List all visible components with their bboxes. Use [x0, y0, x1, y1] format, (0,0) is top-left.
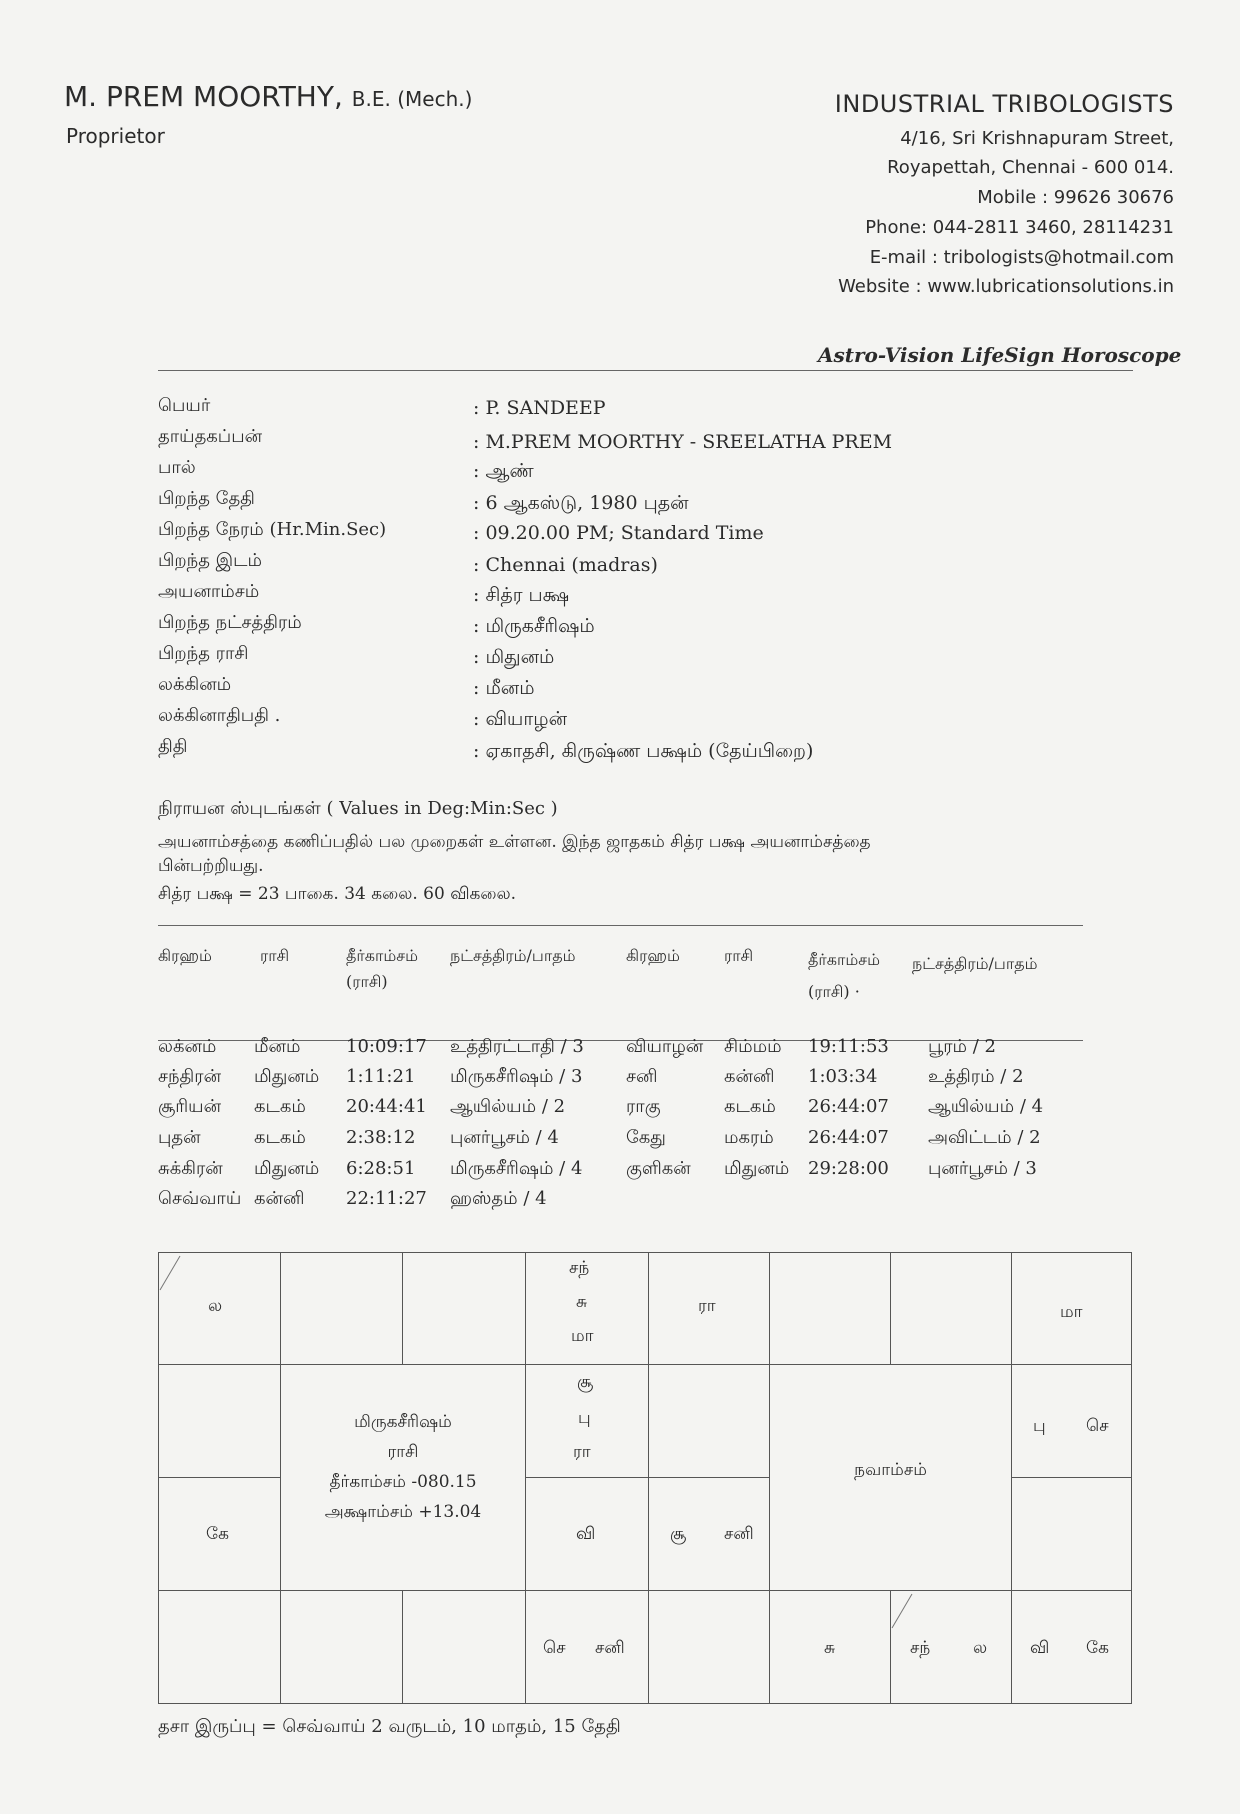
- detail-value: : ஆண்: [473, 460, 534, 482]
- rasi-planet: ல: [208, 1296, 223, 1316]
- rasi-planet: வி: [576, 1524, 596, 1544]
- detail-value: : 6 ஆகஸ்டு, 1980 புதன்: [473, 492, 689, 514]
- detail-label: திதி: [158, 736, 188, 757]
- mobile-number: Mobile : 99626 30676: [977, 187, 1174, 208]
- navamsa-planet: வி: [1030, 1638, 1050, 1658]
- values-heading: நிராயன ஸ்புடங்கள் ( Values in Deg:Min:Sec ): [158, 798, 558, 819]
- corner-mark-icon: [890, 1590, 930, 1630]
- rasi-cell: [158, 1364, 281, 1478]
- detail-label: பெயர்: [158, 395, 211, 416]
- navamsa-cell: [890, 1252, 1012, 1365]
- planet-cell: ஆயில்யம் / 2: [450, 1096, 566, 1117]
- rasi-planet: சந்: [569, 1258, 590, 1278]
- planet-cell: மகரம்: [724, 1127, 774, 1148]
- navamsa-planet: பு: [1033, 1416, 1046, 1436]
- rasi-planet: கே: [206, 1524, 229, 1544]
- col-header: நட்சத்திரம்/பாதம்: [450, 946, 576, 965]
- address-line-2: Royapettah, Chennai - 600 014.: [887, 157, 1174, 178]
- rasi-planet: சு: [576, 1292, 588, 1312]
- detail-value: : மிருகசீரிஷம்: [473, 615, 595, 637]
- website-address: Website : www.lubricationsolutions.in: [838, 276, 1174, 297]
- col-header: ராசி: [724, 946, 754, 965]
- rasi-planet: சனி: [595, 1638, 625, 1658]
- company-name: INDUSTRIAL TRIBOLOGISTS: [834, 90, 1174, 118]
- planet-cell: மிதுனம்: [724, 1158, 790, 1179]
- planet-cell: சுக்கிரன்: [158, 1158, 223, 1179]
- planet-cell: கடகம்: [254, 1127, 306, 1148]
- corner-mark-icon: [158, 1252, 198, 1292]
- rasi-longitude: தீர்காம்சம் -080.15: [329, 1472, 477, 1492]
- detail-value: : மீனம்: [473, 677, 535, 699]
- dasa-balance: தசா இருப்பு = செவ்வாய் 2 வருடம், 10 மாதம், 15 தேதி: [158, 1716, 621, 1737]
- col-header: நட்சத்திரம்/பாதம்: [912, 954, 1038, 973]
- horoscope-title: Astro-Vision LifeSign Horoscope: [818, 343, 1182, 367]
- planet-cell: புனர்பூசம் / 3: [928, 1158, 1037, 1179]
- detail-label: பிறந்த ராசி: [158, 643, 249, 664]
- rasi-cell: [280, 1252, 403, 1365]
- phone-number: Phone: 044-2811 3460, 28114231: [865, 217, 1174, 238]
- proprietor-title: Proprietor: [66, 124, 165, 148]
- rasi-latitude: அக்ஷாம்சம் +13.04: [324, 1502, 482, 1522]
- planet-cell: உத்திரம் / 2: [928, 1066, 1024, 1087]
- planet-cell: ஆயில்யம் / 4: [928, 1096, 1044, 1117]
- proprietor-name: M. PREM MOORTHY, B.E. (Mech.): [64, 80, 473, 113]
- ayanamsa-paragraph-cont: பின்பற்றியது.: [158, 856, 264, 876]
- col-header: கிரஹம்: [626, 946, 680, 965]
- planet-cell: மிதுனம்: [254, 1066, 320, 1087]
- planet-cell: 26:44:07: [808, 1096, 889, 1117]
- navamsa-cell: [769, 1252, 891, 1365]
- planet-cell: சனி: [626, 1066, 658, 1087]
- planet-cell: மிருகசீரிஷம் / 3: [450, 1066, 583, 1087]
- detail-label: பிறந்த தேதி: [158, 488, 255, 509]
- planet-cell: கேது: [626, 1127, 666, 1148]
- detail-label: பிறந்த இடம்: [158, 550, 262, 571]
- navamsa-cell: [1011, 1364, 1132, 1478]
- rasi-label: ராசி: [387, 1442, 419, 1462]
- planet-cell: புனர்பூசம் / 4: [450, 1127, 559, 1148]
- detail-value: : வியாழன்: [473, 708, 567, 730]
- rasi-planet: சூ: [577, 1372, 594, 1392]
- navamsa-chart: [648, 1252, 1132, 1704]
- navamsa-planet: சு: [824, 1638, 836, 1658]
- rasi-planet: ரா: [573, 1442, 591, 1462]
- detail-value: : ஏகாதசி, கிருஷ்ண பக்ஷம் (தேய்பிறை): [473, 740, 814, 762]
- detail-label: லக்கினாதிபதி .: [158, 705, 281, 726]
- navamsa-planet: கே: [1086, 1638, 1109, 1658]
- planet-cell: மிதுனம்: [254, 1158, 320, 1179]
- planet-cell: கடகம்: [254, 1096, 306, 1117]
- navamsa-planet: செ: [1086, 1416, 1109, 1436]
- detail-label: பிறந்த நட்சத்திரம்: [158, 612, 302, 633]
- col-header: தீர்காம்சம்: [346, 946, 418, 965]
- detail-value: : P. SANDEEP: [473, 397, 606, 419]
- col-header: கிரஹம்: [158, 946, 212, 965]
- planet-cell: மிருகசீரிஷம் / 4: [450, 1158, 583, 1179]
- col-header: தீர்காம்சம்: [808, 950, 880, 969]
- planet-cell: 1:11:21: [346, 1066, 416, 1087]
- planet-cell: சூரியன்: [158, 1096, 222, 1117]
- navamsa-cell: [648, 1364, 770, 1478]
- navamsa-planet: மா: [1060, 1302, 1083, 1322]
- rasi-star: மிருகசீரிஷம்: [354, 1412, 452, 1432]
- planet-cell: லக்னம்: [158, 1036, 217, 1057]
- table-top-rule: [158, 925, 1083, 926]
- detail-label: பால்: [158, 457, 196, 478]
- planet-cell: 19:11:53: [808, 1036, 889, 1057]
- rasi-planet: மா: [571, 1326, 594, 1346]
- planet-cell: மீனம்: [254, 1036, 301, 1057]
- ayanamsa-value: சித்ர பக்ஷ = 23 பாகை. 34 கலை. 60 விகலை.: [158, 884, 517, 904]
- planet-cell: 29:28:00: [808, 1158, 889, 1179]
- detail-value: : சித்ர பக்ஷ: [473, 584, 570, 606]
- col-subheader: (ராசி): [346, 972, 388, 991]
- planet-cell: 6:28:51: [346, 1158, 416, 1179]
- detail-value: : 09.20.00 PM; Standard Time: [473, 522, 764, 544]
- planet-cell: சந்திரன்: [158, 1066, 222, 1087]
- planet-cell: கடகம்: [724, 1096, 776, 1117]
- address-line-1: 4/16, Sri Krishnapuram Street,: [900, 128, 1174, 149]
- detail-label: தாய்தகப்பன்: [158, 426, 263, 447]
- planet-cell: அவிட்டம் / 2: [928, 1127, 1041, 1148]
- navamsa-planet: சூ: [670, 1524, 687, 1544]
- navamsa-planet: ல: [973, 1638, 988, 1658]
- detail-value: : M.PREM MOORTHY - SREELATHA PREM: [473, 431, 893, 453]
- planet-cell: புதன்: [158, 1127, 201, 1148]
- navamsa-label: நவாம்சம்: [854, 1460, 927, 1480]
- email-address: E-mail : tribologists@hotmail.com: [869, 247, 1174, 268]
- detail-value: : Chennai (madras): [473, 554, 658, 576]
- rasi-chart: [158, 1252, 649, 1704]
- planet-cell: 22:11:27: [346, 1188, 427, 1209]
- rasi-cell: [402, 1590, 526, 1704]
- rasi-planet: செ: [543, 1638, 566, 1658]
- rasi-planet: பு: [578, 1408, 591, 1428]
- planet-cell: கன்னி: [254, 1188, 305, 1209]
- planet-cell: 20:44:41: [346, 1096, 427, 1117]
- title-rule: [158, 370, 1133, 371]
- navamsa-planet: ரா: [698, 1296, 716, 1316]
- planet-cell: வியாழன்: [626, 1036, 704, 1057]
- planet-cell: ராகு: [626, 1096, 661, 1117]
- planet-cell: 2:38:12: [346, 1127, 416, 1148]
- planet-cell: ஹஸ்தம் / 4: [450, 1188, 547, 1209]
- planet-cell: 1:03:34: [808, 1066, 878, 1087]
- planet-cell: பூரம் / 2: [928, 1036, 996, 1057]
- detail-label: லக்கினம்: [158, 674, 232, 695]
- col-header: ராசி: [260, 946, 290, 965]
- navamsa-planet: சனி: [724, 1524, 754, 1544]
- planet-cell: உத்திரட்டாதி / 3: [450, 1036, 584, 1057]
- planet-cell: 10:09:17: [346, 1036, 427, 1057]
- navamsa-cell: [1011, 1477, 1132, 1591]
- rasi-cell: [158, 1590, 281, 1704]
- detail-label: அயனாம்சம்: [158, 581, 260, 602]
- ayanamsa-paragraph: அயனாம்சத்தை கணிப்பதில் பல முறைகள் உள்ளன. இந்த ஜாதகம் சித்ர பக்ஷ அயனாம்சத்தை: [158, 832, 871, 852]
- planet-cell: செவ்வாய்: [158, 1188, 242, 1209]
- planet-cell: 26:44:07: [808, 1127, 889, 1148]
- detail-value: : மிதுனம்: [473, 646, 555, 668]
- rasi-cell: [280, 1590, 403, 1704]
- planet-cell: கன்னி: [724, 1066, 775, 1087]
- col-subheader: (ராசி) ·: [808, 982, 860, 1001]
- planet-cell: சிம்மம்: [724, 1036, 782, 1057]
- navamsa-planet: சந்: [910, 1638, 931, 1658]
- detail-label: பிறந்த நேரம் (Hr.Min.Sec): [158, 519, 387, 540]
- navamsa-cell: [648, 1590, 770, 1704]
- planet-cell: குளிகன்: [626, 1158, 691, 1179]
- rasi-cell: [402, 1252, 526, 1365]
